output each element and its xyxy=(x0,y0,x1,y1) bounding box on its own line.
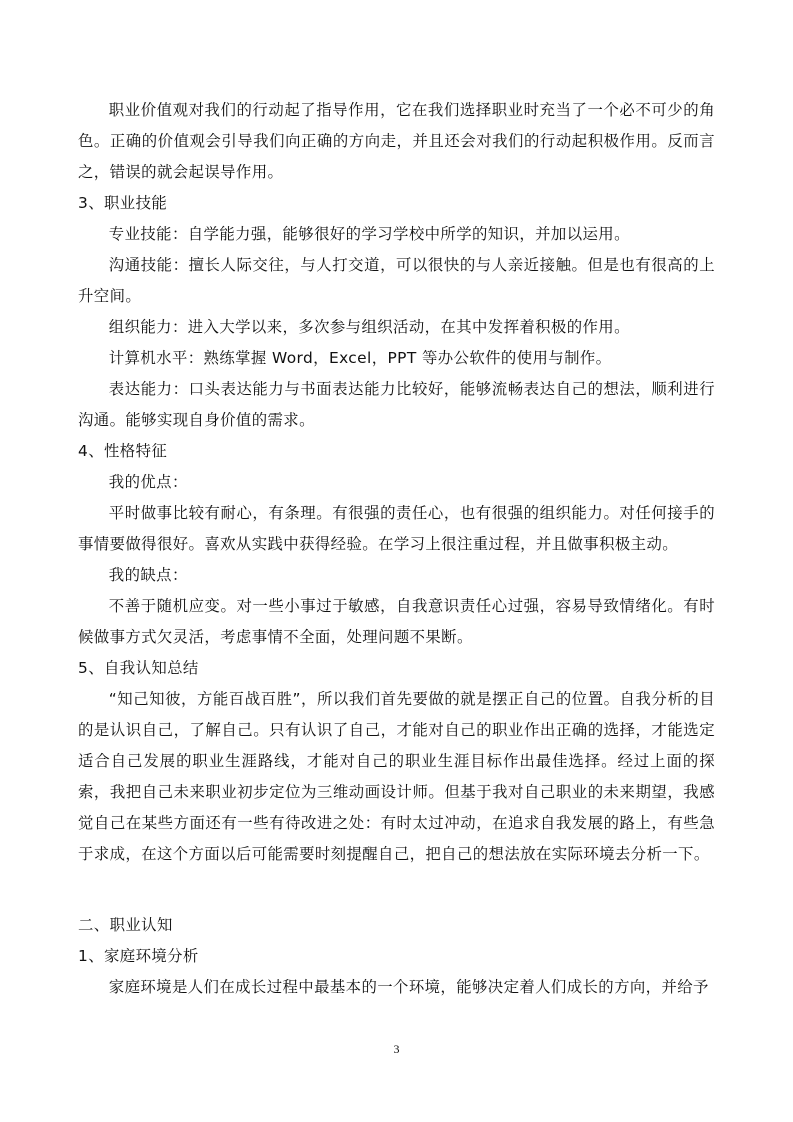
paragraph-weaknesses: 不善于随机应变。对一些小事过于敏感，自我意识责任心过强，容易导致情绪化。有时候做事方式欠灵活，考虑事情不全面，处理问题不果断。 xyxy=(78,597,715,646)
paragraph-computer-level: 计算机水平：熟练掌握 Word，Excel，PPT 等办公软件的使用与制作。 xyxy=(108,349,612,367)
label-strengths: 我的优点： xyxy=(108,473,188,491)
heading-self-summary: 5、自我认知总结 xyxy=(78,659,199,677)
page-number: 3 xyxy=(393,1042,400,1056)
page-content xyxy=(78,95,715,1003)
paragraph-expression-ability: 表达能力：口头表达能力与书面表达能力比较好，能够流畅表达自己的想法，顺利进行沟通。能够实现自身价值的需求。 xyxy=(78,380,715,429)
heading-family-environment: 1、家庭环境分析 xyxy=(78,947,199,965)
heading-career-skills: 3、职业技能 xyxy=(78,194,168,212)
paragraph-strengths: 平时做事比较有耐心，有条理。有很强的责任心，也有很强的组织能力。对任何接手的事情要做得很好。喜欢从实践中获得经验。在学习上很注重过程，并且做事积极主动。 xyxy=(78,504,715,553)
paragraph-professional-skills: 专业技能：自学能力强，能够很好的学习学校中所学的知识，并加以运用。 xyxy=(108,225,630,243)
paragraph-family-environment: 家庭环境是人们在成长过程中最基本的一个环境，能够决定着人们成长的方向，并给予 xyxy=(108,978,709,996)
section-title-career-cognition: 二、职业认知 xyxy=(78,916,173,934)
paragraph-self-summary: “知己知彼，方能百战百胜”，所以我们首先要做的就是摆正自己的位置。自我分析的目的是认识自己，了解自己。只有认识了自己，才能对自己的职业作出正确的选择，才能选定适合自己发展的职业生涯路线，才能对自己的职业生涯目标作出最佳选择。经过上面的探索，我把自己未来职业初步定位为三维动画设计师。但基于我对自己职业的未来期望，我感觉自己在某些方面还有一些有待改进之处：有时太过冲动，在追求自我发展的路上，有些急于求成，在这个方面以后可能需要时刻提醒自己，把自己的想法放在实际环境去分析一下。 xyxy=(78,690,715,863)
heading-personality: 4、性格特征 xyxy=(78,442,168,460)
label-weaknesses: 我的缺点： xyxy=(108,566,188,584)
section-spacer xyxy=(78,870,715,910)
paragraph-values: 职业价值观对我们的行动起了指导作用，它在我们选择职业时充当了一个必不可少的角色。正确的价值观会引导我们向正确的方向走，并且还会对我们的行动起积极作用。反而言之，错误的就会起误导作用。 xyxy=(78,101,715,181)
paragraph-organization-ability: 组织能力：进入大学以来，多次参与组织活动，在其中发挥着积极的作用。 xyxy=(108,318,630,336)
paragraph-communication-skills: 沟通技能：擅长人际交往，与人打交道，可以很快的与人亲近接触。但是也有很高的上升空间。 xyxy=(78,256,715,305)
